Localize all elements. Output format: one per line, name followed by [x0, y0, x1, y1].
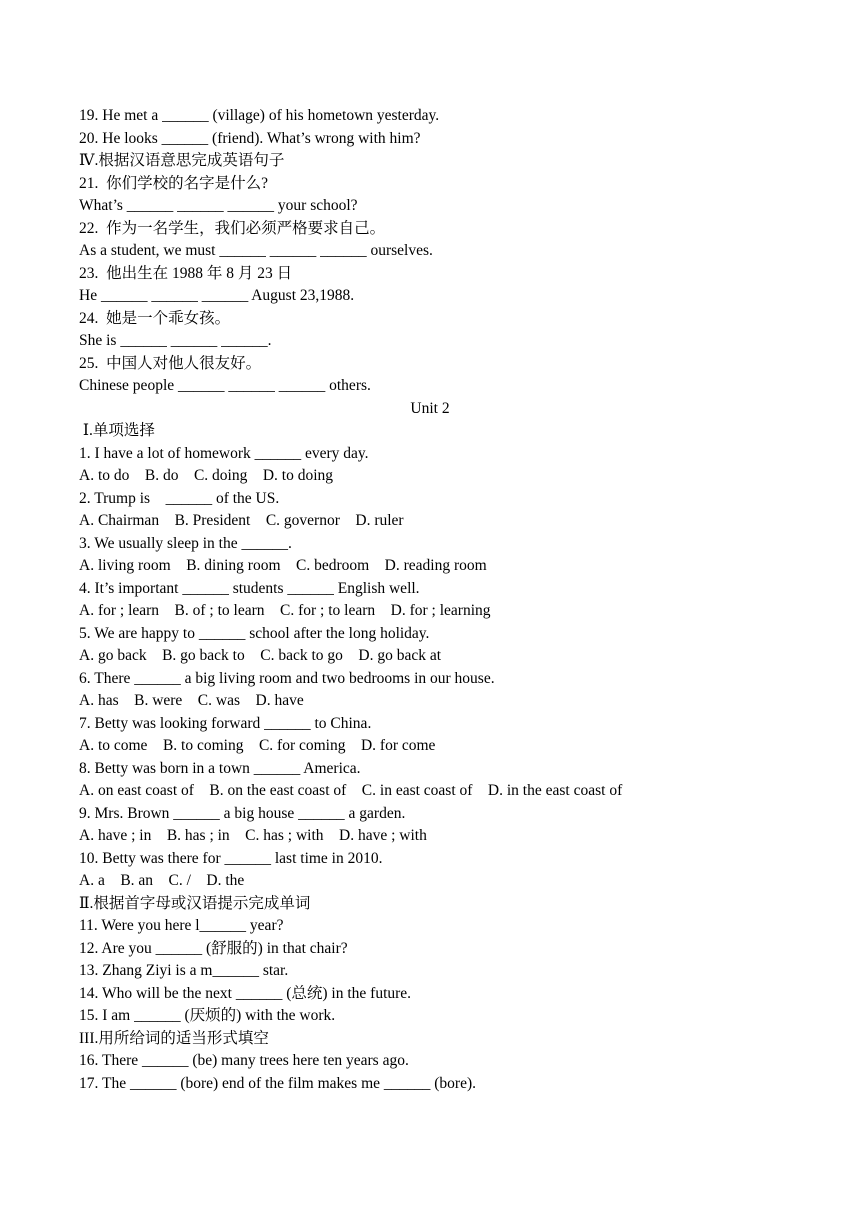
section-heading-iv: Ⅳ.根据汉语意思完成英语句子 — [79, 152, 285, 169]
question-9-options: A. have ; in B. has ; in C. has ; with D. have ; with — [79, 827, 427, 844]
question-10-options: A. a B. an C. / D. the — [79, 872, 245, 889]
question-14: 14. Who will be the next ______ (总统) in the future. — [79, 984, 412, 1002]
question-9: 9. Mrs. Brown ______ a big house ______ a garden. — [79, 804, 406, 822]
question-24-chinese: 24. 她是一个乖女孩。 — [79, 309, 231, 327]
question-21-chinese: 21. 你们学校的名字是什么? — [79, 174, 269, 192]
question-8: 8. Betty was born in a town ______ America. — [79, 759, 361, 777]
question-2-options: A. Chairman B. President C. governor D. ruler — [79, 512, 404, 529]
question-19: 19. He met a ______ (village) of his hometown yesterday. — [79, 107, 440, 124]
section-heading-i: Ⅰ.单项选择 — [79, 422, 155, 439]
question-11: 11. Were you here l______ year? — [79, 917, 284, 934]
question-4: 4. It’s important ______ students ______ English well. — [79, 579, 420, 597]
question-20: 20. He looks ______ (friend). What’s wrong with him? — [79, 129, 421, 147]
question-5: 5. We are happy to ______ school after the long holiday. — [79, 624, 430, 642]
question-23-chinese: 23. 他出生在 1988 年 8 月 23 日 — [79, 264, 293, 282]
question-25-english: Chinese people ______ ______ ______ others. — [79, 377, 371, 394]
question-4-options: A. for ; learn B. of ; to learn C. for ; to learn D. for ; learning — [79, 602, 491, 619]
worksheet-content — [79, 105, 799, 1095]
question-15: 15. I am ______ (厌烦的) with the work. — [79, 1007, 336, 1024]
question-5-options: A. go back B. go back to C. back to go D. go back at — [79, 647, 442, 664]
section-heading-ii: Ⅱ.根据首字母或汉语提示完成单词 — [79, 894, 311, 912]
question-1: 1. I have a lot of homework ______ every day. — [79, 444, 369, 462]
question-2: 2. Trump is ______ of the US. — [79, 489, 280, 507]
question-13: 13. Zhang Ziyi is a m______ star. — [79, 962, 289, 979]
question-24-english: She is ______ ______ ______. — [79, 332, 272, 349]
question-6-options: A. has B. were C. was D. have — [79, 692, 304, 709]
question-17: 17. The ______ (bore) end of the film makes me ______ (bore). — [79, 1074, 477, 1092]
question-3: 3. We usually sleep in the ______. — [79, 534, 292, 552]
question-10: 10. Betty was there for ______ last time in 2010. — [79, 849, 383, 867]
question-3-options: A. living room B. dining room C. bedroom D. reading room — [79, 557, 487, 574]
question-22-chinese: 22. 作为一名学生，我们必须严格要求自己。 — [79, 219, 386, 237]
question-25-chinese: 25. 中国人对他人很友好。 — [79, 354, 262, 372]
question-1-options: A. to do B. do C. doing D. to doing — [79, 467, 334, 484]
question-12: 12. Are you ______ (舒服的) in that chair? — [79, 939, 348, 957]
question-22-english: As a student, we must ______ ______ ______ ourselves. — [79, 242, 433, 259]
question-16: 16. There ______ (be) many trees here ten years ago. — [79, 1052, 409, 1069]
question-6: 6. There ______ a big living room and two bedrooms in our house. — [79, 669, 495, 687]
question-7: 7. Betty was looking forward ______ to China. — [79, 714, 372, 732]
unit-title: Unit 2 — [410, 399, 450, 417]
question-21-english: What’s ______ ______ ______ your school? — [79, 197, 358, 214]
question-23-english: He ______ ______ ______ August 23,1988. — [79, 287, 355, 304]
question-8-options: A. on east coast of B. on the east coast of C. in east coast of D. in the east coast of — [79, 782, 623, 799]
question-7-options: A. to come B. to coming C. for coming D. for come — [79, 737, 436, 754]
section-heading-iii: III.用所给词的适当形式填空 — [79, 1029, 269, 1047]
